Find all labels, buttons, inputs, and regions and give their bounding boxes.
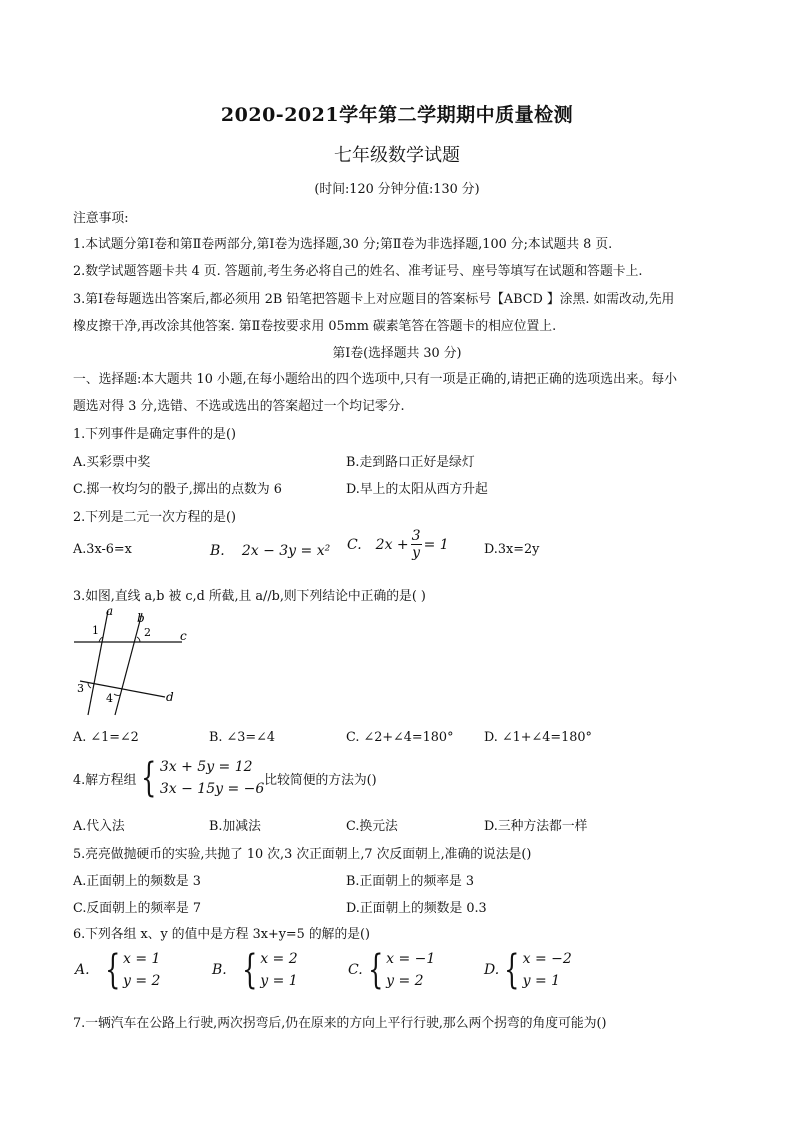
angle-4-arc: [114, 694, 120, 695]
q6-option-c: [348, 948, 435, 992]
q6-option-a: [75, 948, 160, 992]
q3-option-b: B. ∠3=∠4: [209, 730, 275, 745]
angle-3-arc: [88, 683, 91, 688]
q2-option-a: A.3x-6=x: [73, 542, 132, 557]
q2-option-c: [347, 528, 449, 561]
q2-option-c-post: = 1: [423, 536, 449, 553]
label-a: a: [106, 604, 114, 618]
q6-option-c-y: y = 2: [386, 973, 424, 989]
q5-stem: 5.亮亮做抛硬币的实验,共抛了 10 次,3 次正面朝上,7 次反面朝上,准确的说法是(): [73, 847, 532, 862]
angle-2-arc: [137, 637, 140, 642]
q2-option-c-fraction: [411, 528, 422, 561]
q6-option-b-y: y = 1: [260, 973, 298, 989]
note-2: 2.数学试题答题卡共 4 页. 答题前,考生务必将自己的姓名、准考证号、座号等填写在试题和答题卡上.: [73, 264, 643, 279]
q1-option-a: A.买彩票中奖: [73, 455, 151, 470]
exam-title: 2020-2021学年第二学期期中质量检测: [220, 104, 574, 126]
q3-option-a: A. ∠1=∠2: [73, 730, 139, 745]
q6-option-d: [484, 948, 572, 992]
q5-option-d: D.正面朝上的频数是 0.3: [346, 901, 487, 916]
q2-stem: 2.下列是二元一次方程的是(): [73, 510, 236, 525]
q4-option-b: B.加减法: [209, 819, 261, 834]
q5-option-b: B.正面朝上的频率是 3: [346, 874, 475, 889]
label-angle-1: 1: [92, 624, 99, 637]
q2-option-c-pre: 2x +: [375, 536, 409, 553]
q2-option-c-label: C.: [347, 536, 362, 553]
q5-option-a: A.正面朝上的频数是 3: [73, 874, 201, 889]
note-3-line-1: 3.第Ⅰ卷每题选出答案后,都必须用 2B 铅笔把答题卡上对应题目的答案标号【ABCD 】涂黑. 如需改动,先用: [73, 292, 675, 307]
q1-stem: 1.下列事件是确定事件的是(): [73, 427, 236, 442]
label-b: b: [137, 611, 145, 625]
q6-option-c-brace: {: [367, 947, 384, 993]
q4-option-d: D.三种方法都一样: [484, 819, 588, 834]
q4-stem: [73, 756, 377, 800]
q4-equation-1: 3x + 5y = 12: [159, 759, 253, 775]
q4-stem-pre: 4.解方程组: [73, 772, 137, 788]
label-angle-2: 2: [144, 626, 151, 639]
q6-option-b-brace: {: [241, 947, 258, 993]
q4-equation-system: [160, 756, 264, 800]
section-instruction-line-2: 题选对得 3 分,选错、不选或选出的答案超过一个均记零分.: [73, 399, 405, 414]
q6-option-b-x: x = 2: [260, 951, 298, 967]
q4-option-a: A.代入法: [73, 819, 125, 834]
note-1: 1.本试题分第Ⅰ卷和第Ⅱ卷两部分,第Ⅰ卷为选择题,30 分;第Ⅱ卷为非选择题,100 分;本试题共 8 页.: [73, 237, 613, 252]
q6-option-d-label: D.: [484, 962, 500, 978]
part1-heading: 第Ⅰ卷(选择题共 30 分): [332, 346, 462, 361]
q6-option-b: [212, 948, 298, 992]
q6-stem: 6.下列各组 x、y 的值中是方程 3x+y=5 的解的是(): [73, 927, 371, 942]
q6-option-d-brace: {: [504, 947, 520, 993]
q7-stem: 7.一辆汽车在公路上行驶,两次拐弯后,仍在原来的方向上平行行驶,那么两个拐弯的角度可能为(): [73, 1016, 607, 1031]
section-instruction-line-1: 一、选择题:本大题共 10 小题,在每小题给出的四个选项中,只有一项是正确的,请把正确的选项选出来。每小: [73, 372, 677, 387]
label-c: c: [180, 629, 187, 643]
label-d: d: [166, 690, 174, 704]
q3-stem: 3.如图,直线 a,b 被 c,d 所截,且 a//b,则下列结论中正确的是( ): [73, 589, 426, 604]
note-3-line-2: 橡皮擦干净,再改涂其他答案. 第Ⅱ卷按要求用 05mm 碳素笔答在答题卡的相应位置上.: [73, 319, 557, 334]
q3-option-c: C. ∠2+∠4=180°: [346, 730, 454, 745]
label-angle-4: 4: [106, 692, 113, 705]
q4-option-c: C.换元法: [346, 819, 398, 834]
q3-option-d: D. ∠1+∠4=180°: [484, 730, 592, 745]
notes-heading: 注意事项:: [73, 211, 129, 226]
q4-equation-2: 3x − 15y = −6: [159, 781, 265, 797]
q1-option-c: C.掷一枚均匀的骰子,掷出的点数为 6: [73, 482, 282, 497]
q2-option-d: D.3x=2y: [484, 542, 540, 557]
exam-subtitle: 七年级数学试题: [334, 145, 460, 166]
q6-option-a-y: y = 2: [123, 973, 161, 989]
q6-option-c-label: C.: [348, 962, 363, 978]
q6-option-d-x: x = −2: [522, 951, 572, 967]
q3-parallel-lines-figure: [70, 603, 190, 718]
q6-option-a-x: x = 1: [123, 951, 161, 967]
q5-option-c: C.反面朝上的频率是 7: [73, 901, 201, 916]
q2-option-b-label: B.: [210, 543, 225, 559]
q6-option-c-x: x = −1: [386, 951, 436, 967]
q1-option-d: D.早上的太阳从西方升起: [346, 482, 488, 497]
q2-option-c-numerator: 3: [411, 528, 421, 544]
q6-option-d-y: y = 1: [522, 973, 561, 989]
line-b: [115, 613, 142, 715]
q6-option-a-label: A.: [75, 962, 90, 978]
q6-option-b-label: B.: [212, 962, 227, 978]
time-score: (时间:120 分钟分值:130 分): [314, 182, 480, 197]
q1-option-b: B.走到路口正好是绿灯: [346, 455, 475, 470]
q2-option-c-denominator: y: [412, 545, 421, 561]
q4-brace: {: [141, 755, 157, 801]
q4-stem-post: 比较简便的方法为(): [264, 772, 377, 788]
q6-option-a-brace: {: [104, 947, 120, 993]
q2-option-b: [210, 540, 330, 559]
q2-option-b-expr: 2x − 3y = x²: [241, 543, 331, 559]
label-angle-3: 3: [77, 682, 84, 695]
